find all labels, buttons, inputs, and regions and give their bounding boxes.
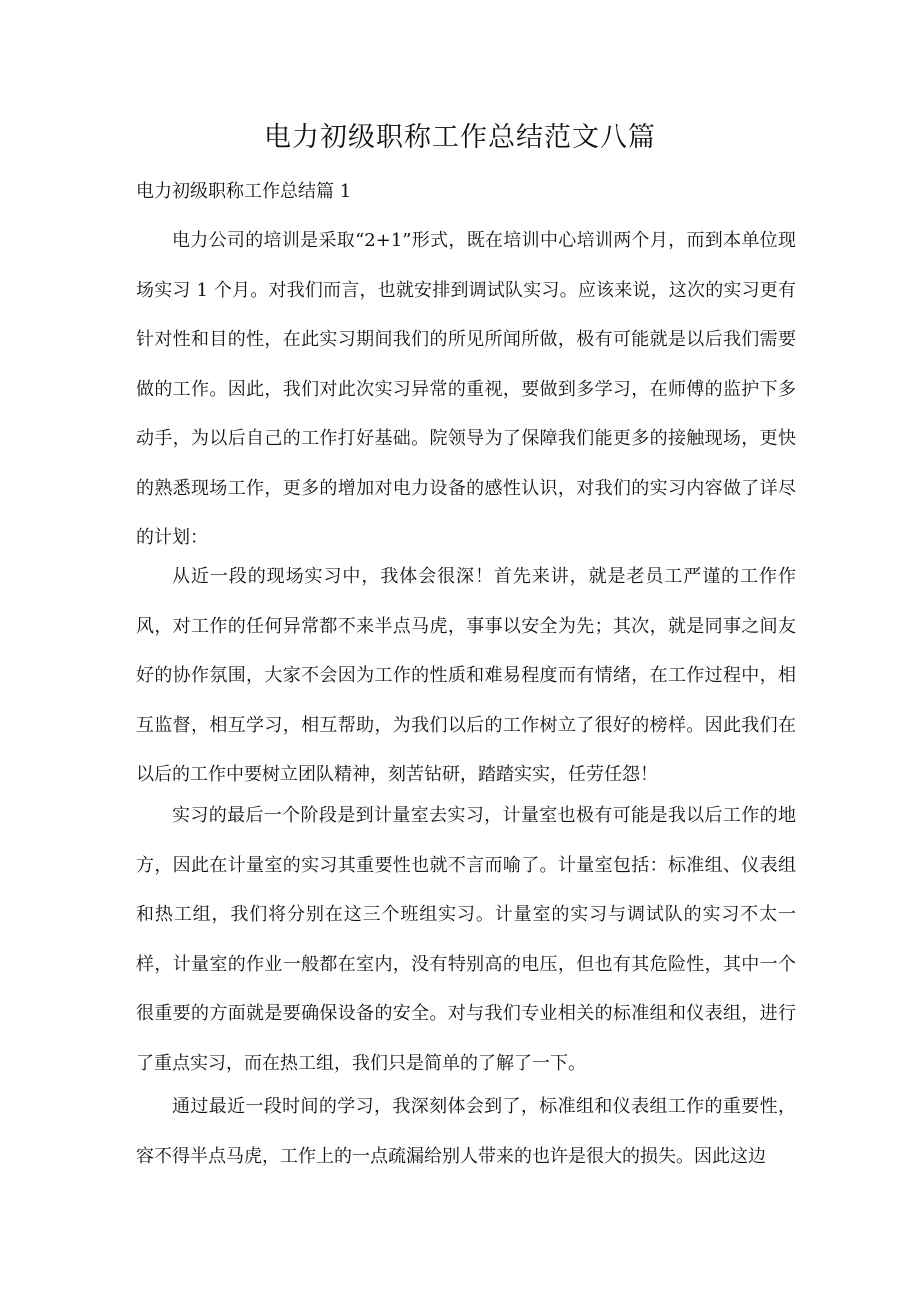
body-paragraph-2: 从近一段的现场实习中，我体会很深！首先来讲，就是老员工严谨的工作作风，对工作的任何异常都不来半点马虎，事事以安全为先；其次，就是同事之间友好的协作氛围，大家不会因为工作的性质和难易程度而有情绪，在工作过程中，相互监督，相互学习，相互帮助，为我们以后的工作树立了很好的榜样。因此我们在以后的工作中要树立团队精神，刻苦钻研，踏踏实实，任劳任怨！ <box>136 566 796 785</box>
body-paragraph-4: 通过最近一段时间的学习，我深刻体会到了，标准组和仪表组工作的重要性，容不得半点马虎，工作上的一点疏漏给别人带来的也许是很大的损失。因此这边 <box>136 1096 796 1167</box>
body-paragraph-3: 实习的最后一个阶段是到计量室去实习，计量室也极有可能是我以后工作的地方，因此在计量室的实习其重要性也就不言而喻了。计量室包括：标准组、仪表组和热工组，我们将分别在这三个班组实习。计量室的实习与调试队的实习不太一样，计量室的作业一般都在室内，没有特别高的电压，但也有其危险性，其中一个很重要的方面就是要确保设备的安全。对与我们专业相关的标准组和仪表组，进行了重点实习，而在热工组，我们只是简单的了解了一下。 <box>136 805 796 1074</box>
body-paragraph-1: 电力公司的培训是采取“2+1”形式，既在培训中心培训两个月，而到本单位现场实习 1 个月。对我们而言，也就安排到调试队实习。应该来说，这次的实习更有针对性和目的性，在此实习期间我们的所见所闻所做，极有可能就是以后我们需要做的工作。因此，我们对此次实习异常的重视，要做到多学习，在师傅的监护下多动手，为以后自己的工作打好基础。院领导为了保障我们能更多的接触现场，更快的熟悉现场工作，更多的增加对电力设备的感性认识，对我们的实习内容做了详尽的计划： <box>136 230 796 548</box>
document-title: 电力初级职称工作总结范文八篇 <box>264 122 656 153</box>
section-heading: 电力初级职称工作总结篇 1 <box>136 181 352 202</box>
